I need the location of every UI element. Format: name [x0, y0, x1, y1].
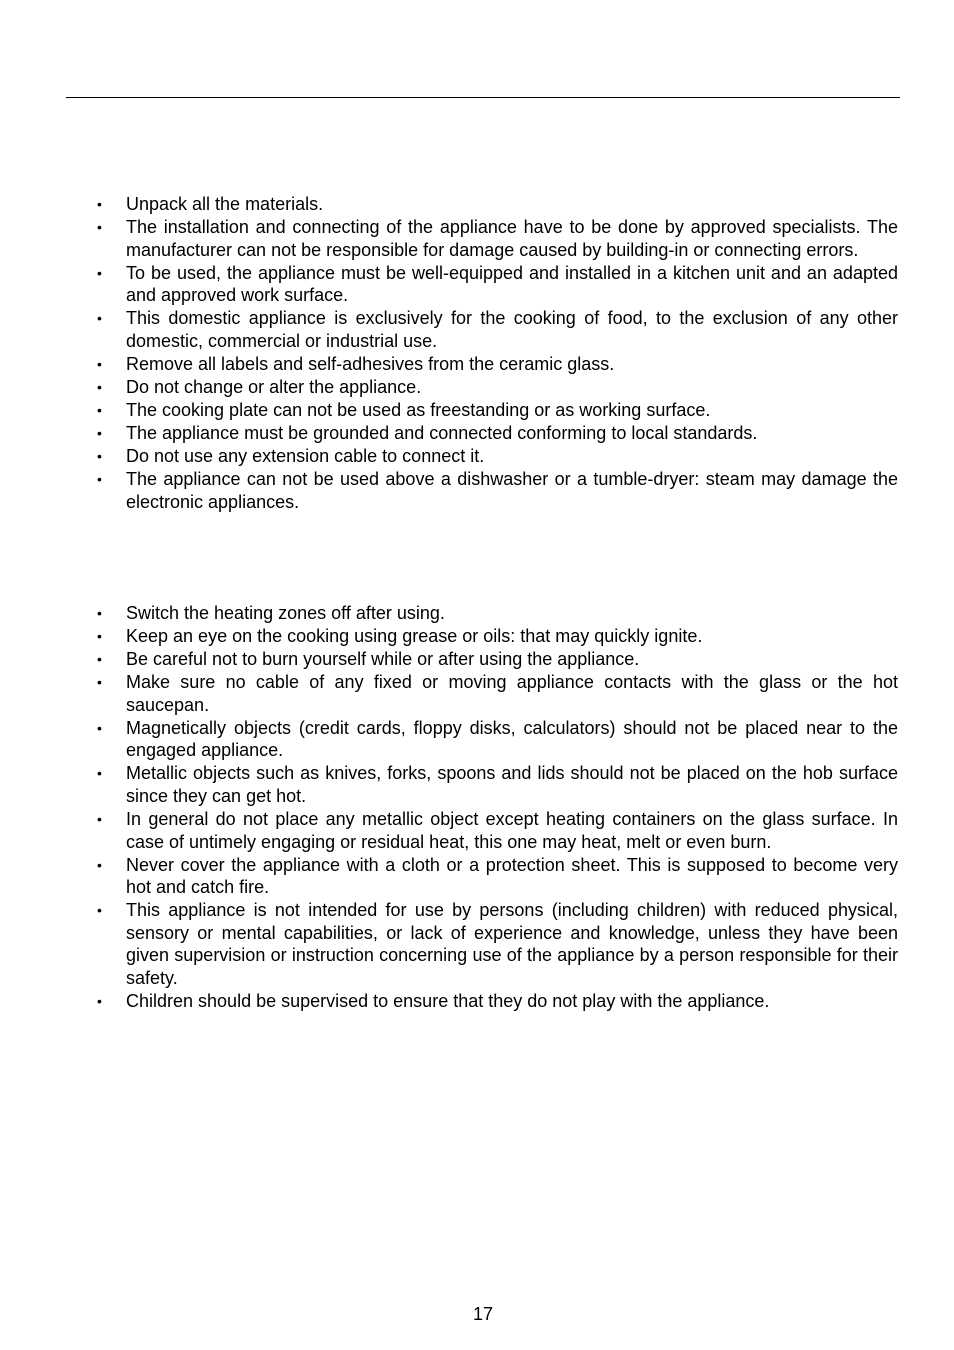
list-item-text: To be used, the appliance must be well-equipped and installed in a kitchen unit and an adapted and approved work surface.	[126, 262, 898, 306]
list-item-text: The cooking plate can not be used as freestanding or as working surface.	[126, 400, 711, 421]
bullet-icon: •	[97, 765, 102, 782]
list-item	[97, 990, 898, 1013]
safety-section	[97, 602, 898, 1013]
list-item-text: Keep an eye on the cooking using grease or oils: that may quickly ignite.	[126, 626, 703, 647]
list-item	[97, 376, 898, 399]
bullet-icon: •	[97, 355, 102, 372]
list-item-text: Children should be supervised to ensure that they do not play with the appliance.	[126, 990, 770, 1011]
list-item-text: Do not change or alter the appliance.	[126, 376, 422, 397]
bullet-icon: •	[97, 402, 102, 419]
installation-list	[97, 193, 898, 513]
list-item-text: Never cover the appliance with a cloth or a protection sheet. This is supposed to become very hot and catch fire.	[126, 854, 898, 898]
bullet-icon: •	[97, 448, 102, 465]
list-item	[97, 399, 898, 422]
list-item	[97, 445, 898, 468]
list-item-text: Metallic objects such as knives, forks, spoons and lids should not be placed on the hob surface since they can get hot.	[126, 763, 898, 806]
list-item	[97, 717, 898, 762]
list-item	[97, 422, 898, 445]
list-item-text: Magnetically objects (credit cards, floppy disks, calculators) should not be placed near to the engaged appliance.	[126, 717, 898, 761]
list-item	[97, 216, 898, 261]
bullet-icon: •	[97, 628, 102, 645]
list-item-text: The installation and connecting of the appliance have to be done by approved specialists. The manufacturer can not be responsible for damage caused by building-in or connecting errors.	[126, 217, 898, 260]
list-item	[97, 625, 898, 648]
bullet-icon: •	[97, 674, 102, 691]
page-number: 17	[472, 1304, 494, 1324]
bullet-icon: •	[97, 196, 102, 212]
list-item-text: This appliance is not intended for use by persons (including children) with reduced physical, sensory or mental capabilities, or lack of experience and knowledge, unless they have been given supervision or instruction concerning use of the appliance by a person responsible for their safety.	[126, 900, 898, 988]
list-item	[97, 353, 898, 376]
list-item-text: Unpack all the materials.	[126, 194, 324, 214]
list-item	[97, 671, 898, 716]
list-item-text: Remove all labels and self-adhesives from the ceramic glass.	[126, 353, 615, 374]
list-item	[97, 307, 898, 352]
bullet-icon: •	[97, 471, 102, 488]
list-item-text: This domestic appliance is exclusively for the cooking of food, to the exclusion of any other domestic, commercial or industrial use.	[126, 308, 898, 351]
installation-section	[97, 193, 898, 514]
list-item	[97, 899, 898, 989]
list-item-text: Switch the heating zones off after using.	[126, 603, 445, 623]
bullet-icon: •	[97, 264, 102, 281]
safety-list	[97, 602, 898, 1012]
list-item	[97, 468, 898, 513]
list-item-text: In general do not place any metallic object except heating containers on the glass surface. In case of untimely engaging or residual heat, this one may heat, melt or even burn.	[126, 809, 898, 852]
bullet-icon: •	[97, 425, 102, 442]
list-item	[97, 262, 898, 307]
bullet-icon: •	[97, 856, 102, 873]
list-item	[97, 854, 898, 899]
list-item-text: The appliance must be grounded and connected conforming to local standards.	[126, 423, 758, 444]
list-item-text: Make sure no cable of any fixed or moving appliance contacts with the glass or the hot saucepan.	[126, 672, 898, 715]
list-item-text: Do not use any extension cable to connect it.	[126, 446, 485, 467]
bullet-icon: •	[97, 605, 102, 621]
bullet-icon: •	[97, 651, 102, 668]
bullet-icon: •	[97, 811, 102, 828]
bullet-icon: •	[97, 219, 102, 236]
list-item	[97, 762, 898, 807]
bullet-icon: •	[97, 902, 102, 919]
bullet-icon: •	[97, 310, 102, 327]
list-item	[97, 648, 898, 671]
header-rule	[66, 97, 900, 98]
bullet-icon: •	[97, 378, 102, 395]
list-item-text: The appliance can not be used above a dishwasher or a tumble-dryer: steam may damage the electronic appliances.	[126, 469, 898, 512]
list-item	[97, 602, 898, 625]
bullet-icon: •	[97, 992, 102, 1009]
list-item	[97, 808, 898, 853]
bullet-icon: •	[97, 719, 102, 736]
list-item-text: Be careful not to burn yourself while or after using the appliance.	[126, 649, 640, 670]
list-item	[97, 193, 898, 216]
